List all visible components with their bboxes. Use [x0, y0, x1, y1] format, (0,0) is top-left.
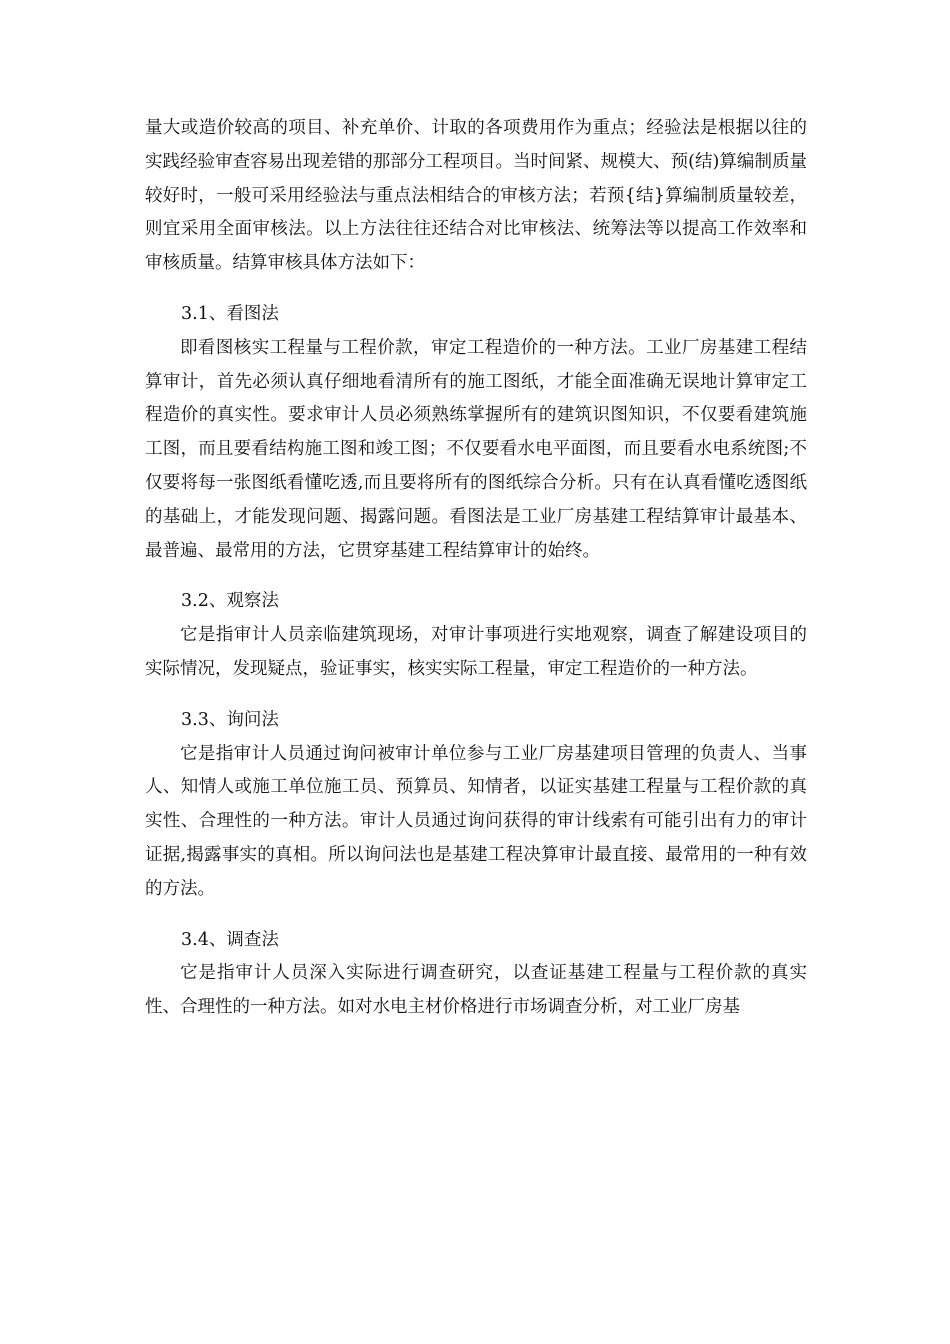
section-body-3-1: 即看图核实工程量与工程价款，审定工程造价的一种方法。工业厂房基建工程结算审计，首先必须认真仔细地看清所有的施工图纸，才能全面准确无误地计算审定工程造价的真实性。要求审计人员必须熟练掌握所有的建筑识图知识，不仅要看建筑施工图，而且要看结构施工图和竣工图；不仅要看水电平面图，而且要看水电系统图;不仅要将每一张图纸看懂吃透,而且要将所有的图纸综合分析。只有在认真看懂吃透图纸的基础上，才能发现问题、揭露问题。看图法是工业厂房基建工程结算审计最基本、最普遍、最常用的方法，它贯穿基建工程结算审计的始终。 [145, 337, 807, 561]
section-heading-3-3: 3.3、询问法 [181, 709, 279, 730]
section-heading-3-2: 3.2、观察法 [181, 591, 279, 612]
intro-paragraph: 量大或造价较高的项目、补充单价、计取的各项费用作为重点；经验法是根据以往的实践经验审查容易出现差错的那部分工程项目。当时间紧、规模大、预(结)算编制质量较好时，一般可采用经验法与重点法相结合的审核方法；若预{结}算编制质量较差，则宜采用全面审核法。以上方法往往还结合对比审核法、统筹法等以提高工作效率和审核质量。结算审核具体方法如下： [145, 118, 807, 274]
section-heading-3-4: 3.4、调查法 [181, 929, 279, 950]
section-body-3-2: 它是指审计人员亲临建筑现场，对审计事项进行实地观察，调查了解建设项目的实际情况，发现疑点，验证事实，核实实际工程量，审定工程造价的一种方法。 [145, 625, 807, 679]
document-page [145, 112, 807, 1025]
section-body-3-4: 它是指审计人员深入实际进行调查研究，以查证基建工程量与工程价款的真实性、合理性的一种方法。如对水电主材价格进行市场调查分析，对工业厂房基 [145, 963, 807, 1018]
section-heading-3-1: 3.1、看图法 [181, 303, 279, 324]
section-body-3-3: 它是指审计人员通过询问被审计单位参与工业厂房基建项目管理的负责人、当事人、知情人或施工单位施工员、预算员、知情者，以证实基建工程量与工程价款的真实性、合理性的一种方法。审计人员通过询问获得的审计线索有可能引出有力的审计证据,揭露事实的真相。所以询问法也是基建工程决算审计最直接、最常用的一种有效的方法。 [145, 743, 807, 899]
